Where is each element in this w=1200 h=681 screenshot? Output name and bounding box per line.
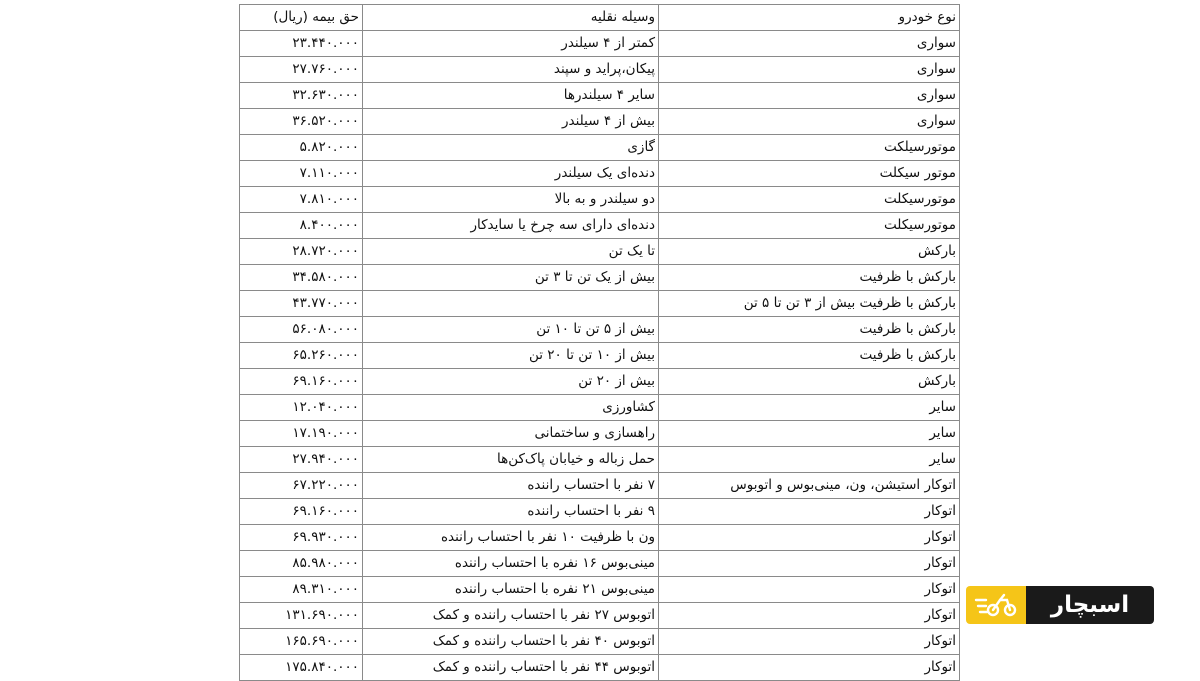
cell-premium: ۱۲.۰۴۰.۰۰۰ — [240, 395, 363, 421]
table-row — [240, 551, 960, 577]
cell-vehicle: راهسازی و ساختمانی — [363, 421, 659, 447]
cell-vehicle: کمتر از ۴ سیلندر — [363, 31, 659, 57]
cell-premium: ۸۵.۹۸۰.۰۰۰ — [240, 551, 363, 577]
cell-vehicle-type: بارکش با ظرفیت — [659, 265, 960, 291]
table-row — [240, 57, 960, 83]
cell-vehicle-type: سایر — [659, 395, 960, 421]
table-row — [240, 317, 960, 343]
table-body — [240, 31, 960, 681]
cell-premium: ۷.۸۱۰.۰۰۰ — [240, 187, 363, 213]
cell-vehicle: حمل زباله و خیابان پاک‌کن‌ها — [363, 447, 659, 473]
table-row — [240, 395, 960, 421]
table-header-row — [240, 5, 960, 31]
cell-vehicle: بیش از یک تن تا ۳ تن — [363, 265, 659, 291]
table-row — [240, 109, 960, 135]
cell-vehicle: مینی‌بوس ۱۶ نفره با احتساب راننده — [363, 551, 659, 577]
table-row — [240, 655, 960, 681]
cell-premium: ۵۶.۰۸۰.۰۰۰ — [240, 317, 363, 343]
cell-premium: ۲۷.۹۴۰.۰۰۰ — [240, 447, 363, 473]
table-row — [240, 603, 960, 629]
cell-vehicle-type: سواری — [659, 31, 960, 57]
cell-vehicle: دنده‌ای دارای سه چرخ یا سایدکار — [363, 213, 659, 239]
table-row — [240, 525, 960, 551]
cell-vehicle: اتوبوس ۲۷ نفر با احتساب راننده و کمک — [363, 603, 659, 629]
cell-premium: ۶۵.۲۶۰.۰۰۰ — [240, 343, 363, 369]
cell-premium: ۵.۸۲۰.۰۰۰ — [240, 135, 363, 161]
table-row — [240, 83, 960, 109]
table-row — [240, 265, 960, 291]
cell-vehicle: پیکان،پراید و سپند — [363, 57, 659, 83]
brand-logo — [966, 586, 1154, 624]
cell-premium: ۴۳.۷۷۰.۰۰۰ — [240, 291, 363, 317]
cell-vehicle-type: اتوکار — [659, 629, 960, 655]
cell-vehicle: بیش از ۵ تن تا ۱۰ تن — [363, 317, 659, 343]
cell-premium: ۶۷.۲۲۰.۰۰۰ — [240, 473, 363, 499]
cell-premium: ۳۴.۵۸۰.۰۰۰ — [240, 265, 363, 291]
table-row — [240, 291, 960, 317]
cell-vehicle — [363, 291, 659, 317]
table-row — [240, 31, 960, 57]
cell-premium: ۶۹.۱۶۰.۰۰۰ — [240, 369, 363, 395]
cell-vehicle-type: اتوکار — [659, 551, 960, 577]
cell-premium: ۱۶۵.۶۹۰.۰۰۰ — [240, 629, 363, 655]
cell-vehicle-type: سایر — [659, 447, 960, 473]
cell-vehicle-type: موتورسیکلت — [659, 187, 960, 213]
cell-vehicle-type: اتوکار — [659, 577, 960, 603]
table-row — [240, 421, 960, 447]
table-row — [240, 447, 960, 473]
cell-vehicle: کشاورزی — [363, 395, 659, 421]
cell-premium: ۶۹.۱۶۰.۰۰۰ — [240, 499, 363, 525]
cell-premium: ۶۹.۹۳۰.۰۰۰ — [240, 525, 363, 551]
cell-premium: ۱۷.۱۹۰.۰۰۰ — [240, 421, 363, 447]
table-row — [240, 213, 960, 239]
cell-vehicle-type: بارکش — [659, 369, 960, 395]
cell-premium: ۲۸.۷۲۰.۰۰۰ — [240, 239, 363, 265]
cell-vehicle-type: بارکش با ظرفیت بیش از ۳ تن تا ۵ تن — [659, 291, 960, 317]
cell-premium: ۸۹.۳۱۰.۰۰۰ — [240, 577, 363, 603]
cell-vehicle-type: موتورسیکلت — [659, 213, 960, 239]
cell-vehicle-type: بارکش با ظرفیت — [659, 343, 960, 369]
cell-vehicle: ۹ نفر با احتساب راننده — [363, 499, 659, 525]
cell-vehicle: سایر ۴ سیلندرها — [363, 83, 659, 109]
table-row — [240, 135, 960, 161]
cell-vehicle: دنده‌ای یک سیلندر — [363, 161, 659, 187]
cell-vehicle-type: بارکش با ظرفیت — [659, 317, 960, 343]
speed-motorcycle-icon — [966, 586, 1026, 624]
cell-vehicle: ۷ نفر با احتساب راننده — [363, 473, 659, 499]
cell-vehicle-type: موتورسیلکت — [659, 135, 960, 161]
header-vehicle: وسیله نقلیه — [363, 5, 659, 31]
cell-premium: ۷.۱۱۰.۰۰۰ — [240, 161, 363, 187]
header-premium: حق بیمه (ریال) — [240, 5, 363, 31]
cell-vehicle: ون با ظرفیت ۱۰ نفر با احتساب راننده — [363, 525, 659, 551]
cell-vehicle-type: اتوکار — [659, 603, 960, 629]
cell-vehicle-type: موتور سیکلت — [659, 161, 960, 187]
cell-vehicle: دو سیلندر و به بالا — [363, 187, 659, 213]
cell-vehicle: بیش از ۴ سیلندر — [363, 109, 659, 135]
cell-premium: ۳۲.۶۳۰.۰۰۰ — [240, 83, 363, 109]
cell-vehicle-type: اتوکار استیشن، ون، مینی‌بوس و اتوبوس — [659, 473, 960, 499]
cell-vehicle-type: سایر — [659, 421, 960, 447]
insurance-table — [239, 4, 960, 681]
cell-vehicle: مینی‌بوس ۲۱ نفره با احتساب راننده — [363, 577, 659, 603]
cell-premium: ۲۳.۴۴۰.۰۰۰ — [240, 31, 363, 57]
cell-premium: ۱۳۱.۶۹۰.۰۰۰ — [240, 603, 363, 629]
cell-vehicle-type: سواری — [659, 109, 960, 135]
cell-vehicle-type: اتوکار — [659, 525, 960, 551]
table-row — [240, 343, 960, 369]
cell-vehicle: بیش از ۱۰ تن تا ۲۰ تن — [363, 343, 659, 369]
cell-vehicle-type: بارکش — [659, 239, 960, 265]
table-row — [240, 187, 960, 213]
cell-premium: ۳۶.۵۲۰.۰۰۰ — [240, 109, 363, 135]
table-row — [240, 161, 960, 187]
table-row — [240, 369, 960, 395]
cell-vehicle-type: سواری — [659, 57, 960, 83]
cell-vehicle: گازی — [363, 135, 659, 161]
cell-premium: ۲۷.۷۶۰.۰۰۰ — [240, 57, 363, 83]
cell-premium: ۱۷۵.۸۴۰.۰۰۰ — [240, 655, 363, 681]
cell-vehicle-type: اتوکار — [659, 499, 960, 525]
table-row — [240, 499, 960, 525]
cell-vehicle: اتوبوس ۴۰ نفر با احتساب راننده و کمک — [363, 629, 659, 655]
cell-vehicle: اتوبوس ۴۴ نفر با احتساب راننده و کمک — [363, 655, 659, 681]
table-row — [240, 577, 960, 603]
logo-text: اسبچار — [1026, 586, 1154, 624]
table-row — [240, 473, 960, 499]
cell-vehicle-type: اتوکار — [659, 655, 960, 681]
table-row — [240, 239, 960, 265]
cell-vehicle: تا یک تن — [363, 239, 659, 265]
cell-vehicle: بیش از ۲۰ تن — [363, 369, 659, 395]
table-row — [240, 629, 960, 655]
header-vehicle-type: نوع خودرو — [659, 5, 960, 31]
cell-vehicle-type: سواری — [659, 83, 960, 109]
cell-premium: ۸.۴۰۰.۰۰۰ — [240, 213, 363, 239]
